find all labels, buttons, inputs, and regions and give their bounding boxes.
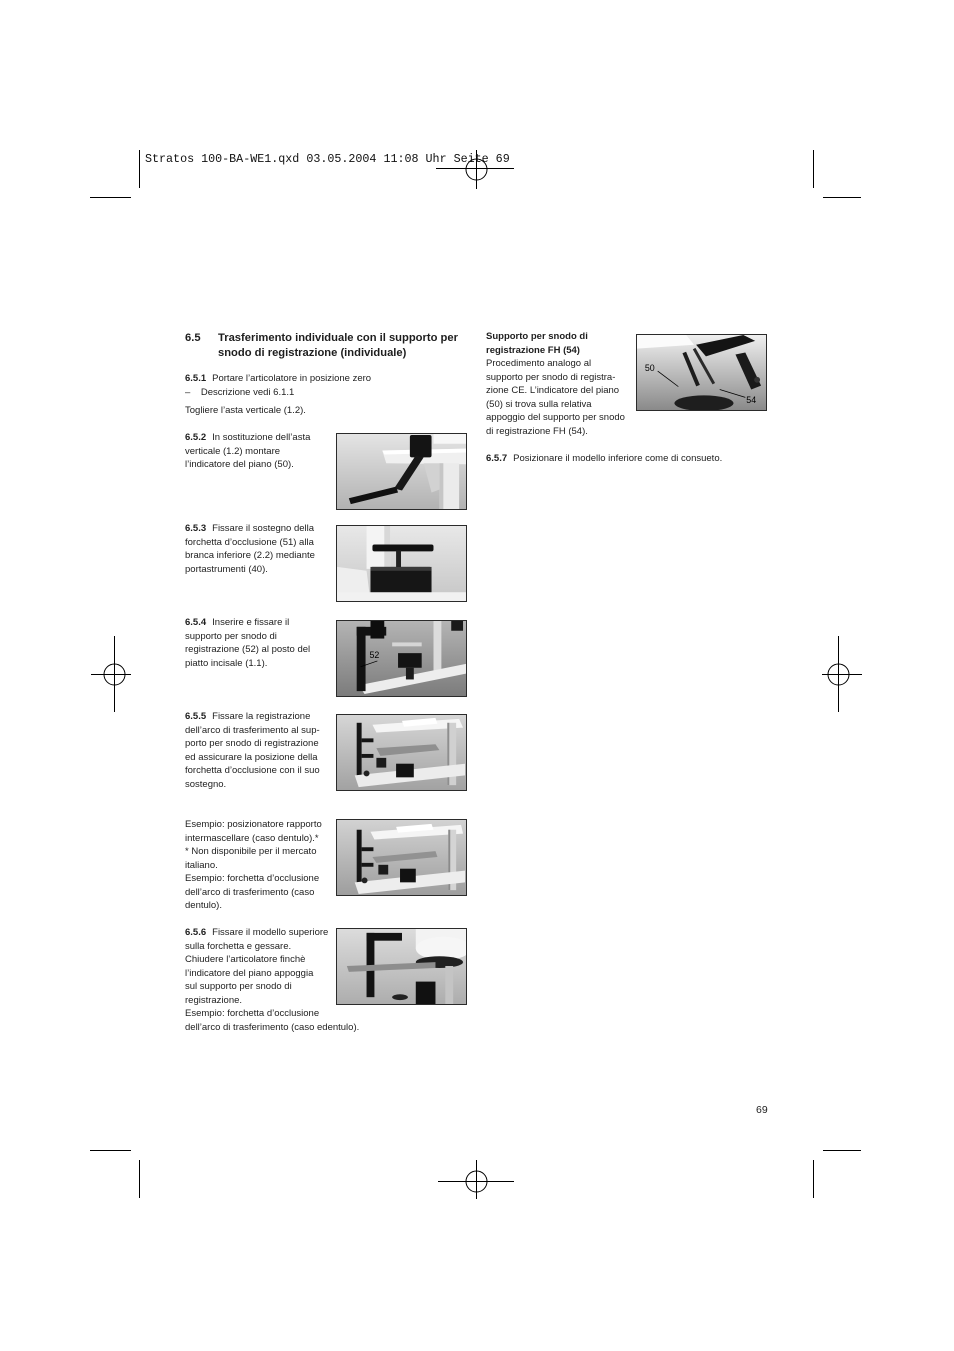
photo-joint-support-52	[336, 620, 467, 697]
text-line	[185, 458, 310, 472]
line-text: di registrazione FH (54).	[486, 425, 588, 437]
crop-marks	[90, 150, 861, 1198]
text-line	[185, 386, 371, 400]
line-text: Fissare il modello superiore	[212, 927, 329, 938]
step-6-5-4	[185, 616, 310, 670]
photo-image	[637, 335, 766, 410]
callout-label: 52	[369, 650, 380, 661]
text-line	[185, 536, 315, 550]
line-text: ed assicurare la posizione della	[185, 751, 318, 763]
photo-image	[337, 434, 466, 509]
plaster-model	[416, 929, 466, 968]
line-text: supporto per snodo di registra-	[486, 371, 616, 383]
line-text: italiano.	[185, 859, 218, 871]
step-6-5-7	[486, 452, 722, 466]
step-number: 6.5.5	[185, 711, 207, 722]
line-text: registrazione.	[185, 994, 243, 1006]
photo-fh-support	[636, 334, 767, 411]
text-line	[185, 953, 359, 967]
line-text: dell’arco di trasferimento (caso edentulo).	[185, 1021, 360, 1033]
text-line	[185, 630, 310, 644]
line-text: Trasferimento individuale con il supporto per	[218, 332, 458, 344]
text-line	[185, 724, 320, 738]
page-number: 69	[756, 1104, 768, 1116]
photo-plane-indicator	[336, 433, 467, 510]
text-line	[185, 737, 320, 751]
photo-transfer-bow	[336, 714, 467, 791]
print-slug: Stratos 100-BA-WE1.qxd 03.05.2004 11:08 Uhr Seite 69	[145, 152, 510, 166]
step-6-5-2	[185, 431, 310, 472]
text-line	[185, 549, 315, 563]
photo-image	[337, 715, 466, 790]
step-6-5-3	[185, 522, 315, 576]
line-text: registrazione (52) al posto del	[185, 644, 311, 655]
heading-line	[218, 346, 458, 361]
step-6-5-5	[185, 710, 320, 791]
line-text: Esempio: forchetta d’occlusione	[185, 873, 320, 884]
line-text: dell’arco di trasferimento (caso	[185, 886, 315, 898]
line-text: Togliere l’asta verticale (1.2).	[185, 405, 306, 416]
callout-label: 50	[644, 363, 655, 374]
text-line	[185, 967, 359, 981]
line-text: dell’arco di trasferimento al sup-	[185, 724, 320, 736]
step-number: 6.5.7	[486, 453, 508, 464]
photo-image	[337, 820, 466, 895]
line-text: * Non disponibile per il mercato	[185, 846, 317, 857]
line-text: forchetta d’occlusione con il suo	[185, 765, 320, 776]
text-line	[486, 398, 625, 412]
text-line	[185, 899, 322, 913]
line-text: Portare l’articolatore in posizione zero	[212, 373, 372, 384]
text-line	[185, 994, 359, 1008]
callout-label: 54	[746, 395, 757, 406]
line-text: sul supporto per snodo di	[185, 981, 292, 992]
section-number: 6.5	[185, 332, 201, 344]
heading-line	[218, 331, 458, 346]
line-text: porto per snodo di registrazione	[185, 738, 319, 749]
text-line	[185, 886, 322, 900]
text-line	[185, 445, 310, 459]
line-text: registrazione FH (54)	[486, 344, 580, 356]
line-text: intermascellare (caso dentulo).*	[185, 832, 319, 844]
step-number: 6.5.1	[185, 373, 207, 384]
line-text: branca inferiore (2.2) mediante	[185, 550, 315, 561]
heading-line	[486, 330, 625, 344]
line-text: (50) si trova sulla relativa	[486, 398, 592, 410]
line-text: forchetta d’occlusione (51) alla	[185, 536, 314, 548]
line-text: Fissare il sostegno della	[212, 523, 315, 534]
line-text: Supporto per snodo di	[486, 331, 588, 342]
line-text: appoggio del supporto per snodo	[486, 412, 625, 423]
line-text: zione CE. L’indicatore del piano	[486, 385, 620, 396]
step-number: 6.5.3	[185, 523, 207, 534]
line-text: Inserire e fissare il	[212, 617, 290, 628]
text-line	[185, 980, 359, 994]
line-text: Fissare la registrazione	[212, 711, 311, 722]
text-line	[185, 818, 322, 832]
step-6-5-1	[185, 372, 371, 399]
text-line	[185, 563, 315, 577]
text-line	[486, 452, 722, 466]
registration-mark-left	[91, 636, 131, 712]
text-line	[185, 751, 320, 765]
line-text: Procedimento analogo al	[486, 358, 592, 369]
text-line	[185, 431, 310, 445]
step-number: 6.5.6	[185, 927, 207, 938]
text-line	[185, 940, 359, 954]
photo-image	[337, 929, 466, 1004]
text-line	[185, 372, 371, 386]
line-text: Posizionare il modello inferiore come di consueto.	[513, 453, 723, 464]
line-text: Chiudere l’articolatore finchè	[185, 954, 306, 965]
text-line	[486, 384, 625, 398]
text-line	[185, 845, 322, 859]
text-line	[185, 872, 322, 886]
line-text: verticale (1.2) montare	[185, 445, 281, 457]
step-6-5-6	[185, 926, 359, 1034]
photo-image	[337, 621, 466, 696]
line-text: sostegno.	[185, 778, 227, 790]
line-text: In sostituzione dell’asta	[212, 432, 311, 443]
text-line	[185, 643, 310, 657]
text-line	[486, 371, 625, 385]
line-text: dentulo).	[185, 900, 222, 911]
text-line	[185, 859, 322, 873]
fh-support-note	[486, 330, 625, 438]
text-line	[486, 357, 625, 371]
line-text: l’indicatore del piano appoggia	[185, 967, 314, 979]
line-text: snodo di registrazione (individuale)	[218, 347, 407, 359]
text-line	[185, 926, 359, 940]
text-line	[185, 404, 306, 418]
section-title	[218, 331, 458, 361]
photo-fork-support	[336, 525, 467, 602]
step-number: 6.5.2	[185, 432, 207, 443]
text-line	[185, 1021, 359, 1035]
text-line	[185, 778, 320, 792]
text-line	[185, 616, 310, 630]
photo-image	[337, 526, 466, 601]
line-text: piatto incisale (1.1).	[185, 657, 268, 669]
text-line	[185, 832, 322, 846]
registration-mark-bottom	[438, 1160, 514, 1199]
text-line	[185, 657, 310, 671]
registration-mark-right	[822, 636, 862, 712]
photo-upper-model	[336, 928, 467, 1005]
heading-line	[486, 344, 625, 358]
text-line	[185, 710, 320, 724]
line-text: – Descrizione vedi 6.1.1	[185, 386, 295, 398]
line-text: Esempio: forchetta d’occlusione	[185, 1008, 320, 1019]
line-text: l’indicatore del piano (50).	[185, 459, 294, 470]
text-line	[185, 1007, 359, 1021]
photo-example-dentulous	[336, 819, 467, 896]
examples-note	[185, 818, 322, 913]
text-line	[486, 411, 625, 425]
text-line	[486, 425, 625, 439]
line-text: sulla forchetta e gessare.	[185, 940, 292, 952]
line-text: portastrumenti (40).	[185, 563, 268, 575]
remove-rod-note	[185, 404, 306, 418]
step-number: 6.5.4	[185, 617, 207, 628]
text-line	[185, 522, 315, 536]
line-text: Esempio: posizionatore rapporto	[185, 819, 322, 830]
text-line	[185, 764, 320, 778]
line-text: supporto per snodo di	[185, 630, 277, 642]
